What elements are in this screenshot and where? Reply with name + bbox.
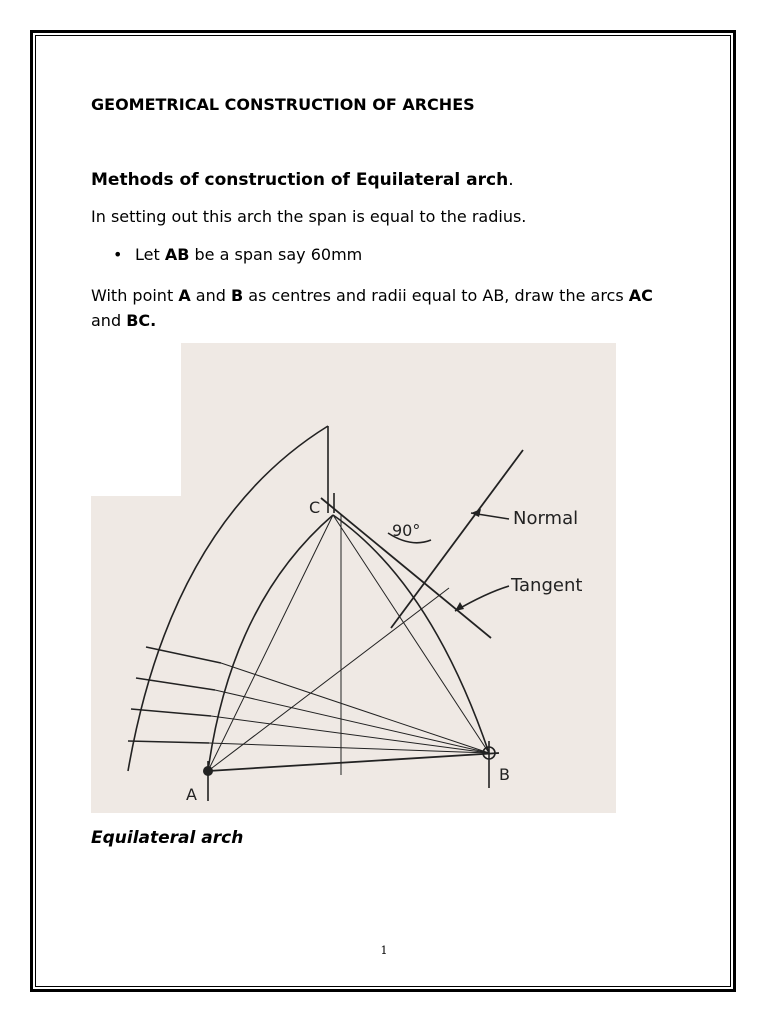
paragraph-construction <box>91 283 671 333</box>
label-a: A <box>186 785 197 804</box>
label-b: B <box>499 765 510 784</box>
para2-bold-b: B <box>230 286 244 305</box>
label-c: C <box>309 498 321 517</box>
para2-text-2: and <box>190 286 231 305</box>
subheading-trail: . <box>508 170 514 190</box>
bullet-suffix: be a span say 60mm <box>189 245 363 264</box>
label-normal: Normal <box>513 508 579 529</box>
figure-caption: Equilateral arch <box>91 828 244 848</box>
equilateral-arch-figure <box>91 343 616 813</box>
subheading-bold: Methods of construction of Equilateral arch <box>91 170 509 190</box>
page-number: 1 <box>380 944 388 957</box>
para2-bold-bc: BC. <box>126 311 157 330</box>
bullet-text <box>135 245 362 264</box>
bullet-prefix: Let <box>135 245 165 264</box>
point-a-marker <box>203 766 213 776</box>
para2-bold-a: A <box>178 286 191 305</box>
para2-text-3: as centres and radii equal to AB, draw the arcs <box>243 286 629 305</box>
para2-text-1: With point <box>91 286 179 305</box>
label-tangent: Tangent <box>511 575 583 596</box>
para2-text-4: and <box>91 311 127 330</box>
label-angle: 90° <box>392 521 421 540</box>
document-heading: GEOMETRICAL CONSTRUCTION OF ARCHES <box>91 95 475 114</box>
para2-bold-ac: AC <box>628 286 653 305</box>
section-subheading <box>91 170 514 190</box>
paragraph-span-radius: In setting out this arch the span is equal to the radius. <box>91 207 527 226</box>
bullet-bold: AB <box>164 245 190 264</box>
bullet-dot: • <box>113 245 123 264</box>
